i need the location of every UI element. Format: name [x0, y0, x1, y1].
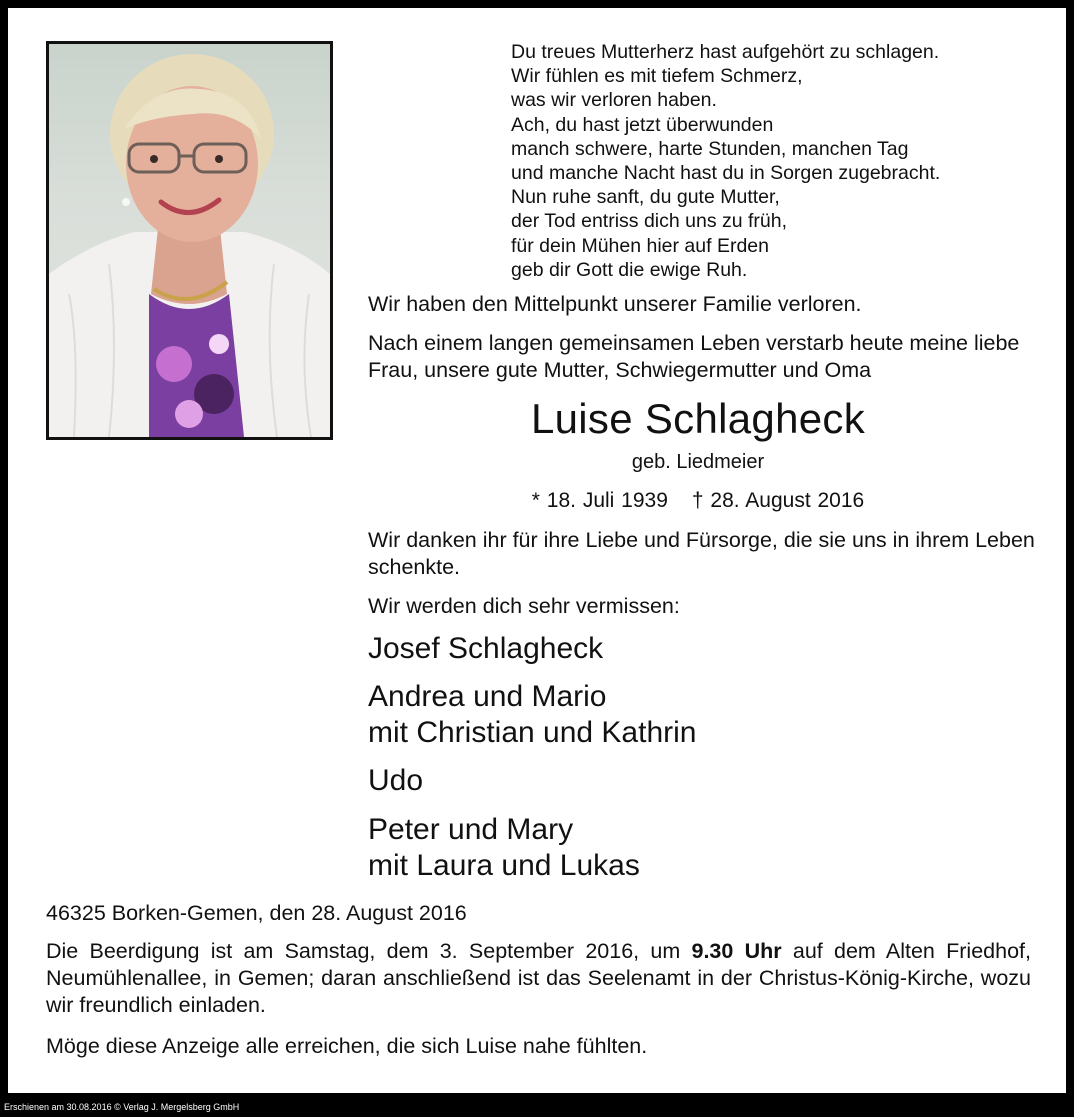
funeral-text-start: Die Beerdigung ist am Samstag, dem 3. September 2016, um — [46, 939, 692, 963]
funeral-time: 9.30 Uhr — [691, 939, 782, 963]
life-dates — [368, 487, 1028, 515]
announcement-text: Nach einem langen gemeinsamen Leben verstarb heute meine liebe Frau, unsere gute Mutter, Schwiegermutter und Oma — [368, 331, 1020, 382]
poem-line: Nun ruhe sanft, du gute Mutter, — [511, 186, 780, 209]
poem-line: der Tod entriss dich uns zu früh, — [511, 210, 788, 233]
closing-text: Möge diese Anzeige alle erreichen, die sich Luise nahe fühlten. — [46, 1034, 648, 1058]
poem-line: was wir verloren haben. — [511, 89, 717, 112]
mourner-entry — [368, 763, 423, 799]
publication-credit: Erschienen am 30.08.2016 © Verlag J. Mergelsberg GmbH — [4, 1102, 240, 1112]
funeral-details — [46, 938, 1031, 1019]
deceased-name: Luise Schlagheck — [530, 395, 865, 442]
poem-line: Ach, du hast jetzt überwunden — [511, 113, 774, 136]
poem-line: und manche Nacht hast du in Sorgen zugebracht. — [511, 162, 941, 185]
maiden-name: geb. Liedmeier — [631, 451, 765, 473]
mourner-line: Peter und Mary — [368, 813, 574, 846]
mourner-line: Udo — [368, 764, 424, 797]
birth-date: * 18. Juli 1939 — [531, 489, 668, 512]
poem-line: geb dir Gott die ewige Ruh. — [511, 258, 748, 281]
mourner-entry — [368, 812, 640, 884]
mourner-line: Josef Schlagheck — [368, 632, 604, 665]
memorial-poem — [511, 40, 1031, 282]
place-date: 46325 Borken-Gemen, den 28. August 2016 — [46, 901, 467, 925]
thanks-text: Wir danken ihr für ihre Liebe und Fürsorge, die sie uns in ihrem Leben schenkte. — [368, 528, 1035, 579]
portrait-photo — [46, 41, 333, 440]
intro-text: Wir haben den Mittelpunkt unserer Familie verloren. — [368, 292, 862, 316]
poem-line: Du treues Mutterherz hast aufgehört zu schlagen. — [511, 41, 940, 63]
mourner-line: mit Christian und Kathrin — [368, 716, 697, 749]
mourner-line: Andrea und Mario — [368, 680, 607, 713]
poem-line: für dein Mühen hier auf Erden — [511, 234, 769, 257]
mourner-line: mit Laura und Lukas — [368, 849, 640, 882]
death-date: † 28. August 2016 — [691, 489, 865, 512]
funeral-text-end: auf dem Alten Friedhof, Neumühlenallee, in Gemen; daran anschließend ist das Seelenamt in der Christus-König-Kirche, wozu wir freundlich einladen. — [46, 939, 1031, 1017]
mourner-entry — [368, 631, 603, 667]
portrait-illustration — [49, 44, 330, 437]
poem-line: Wir fühlen es mit tiefem Schmerz, — [511, 65, 803, 88]
miss-text: Wir werden dich sehr vermissen: — [368, 594, 680, 618]
poem-line: manch schwere, harte Stunden, manchen Tag — [511, 137, 909, 160]
mourner-entry — [368, 679, 696, 751]
obituary-sheet — [8, 8, 1066, 1093]
